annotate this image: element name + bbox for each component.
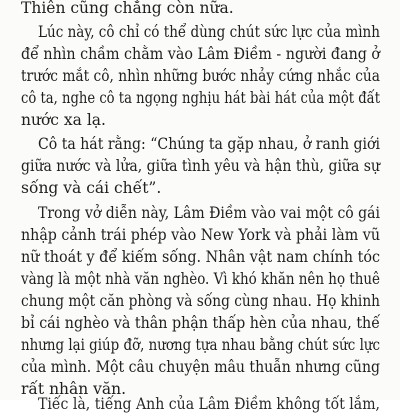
text-line <box>0 355 400 379</box>
text-line <box>0 392 400 416</box>
line-text: nữ thoát y để kiếm sống. Nhân vật nam chính tóc <box>21 248 380 266</box>
line-text: để nhìn chầm chằm vào Lâm Điềm - người đang ở <box>21 45 380 63</box>
text-line <box>0 108 400 132</box>
line-text: rất nhân văn. <box>21 380 127 398</box>
text-line <box>0 289 400 313</box>
text-line <box>0 0 400 20</box>
line-text: nhưng lại giúp đỡ, nương tựa nhau bằng chút sức lực <box>21 336 380 354</box>
text-line <box>0 267 400 291</box>
text-line <box>0 223 400 247</box>
line-text: của mình. Một câu chuyện mâu thuẫn nhưng cũng <box>21 358 380 376</box>
line-text: Trong vở diễn này, Lâm Điềm vào vai một cô gái <box>38 204 380 222</box>
text-line <box>0 311 400 335</box>
text-line <box>0 64 400 88</box>
line-text: nước xa lạ. <box>21 111 106 129</box>
line-text: vàng là một nhà văn nghèo. Vì khó khăn nên họ thuê <box>21 270 380 288</box>
text-line <box>0 154 400 178</box>
line-text: giữa nước và lửa, giữa tình yêu và hận thù, giữa sự <box>21 157 380 175</box>
text-line <box>0 176 400 200</box>
line-text: Tiếc là, tiếng Anh của Lâm Điềm không tốt lắm, <box>38 395 380 413</box>
line-text: trước mắt cô, nhìn những bước nhảy cứng nhắc của <box>21 67 380 85</box>
line-text: chung một căn phòng và sống cùng nhau. Họ khinh <box>21 292 380 310</box>
text-line <box>0 333 400 357</box>
text-line <box>0 245 400 269</box>
line-text: sống và cái chết”. <box>21 179 162 197</box>
text-line <box>0 20 400 44</box>
text-line <box>0 86 400 110</box>
line-text: bỉ cái nghèo và thân phận thấp hèn của nhau, thế <box>21 314 380 332</box>
line-text: cô ta, nghe cô ta ngọng nghịu hát bài hát của một đất <box>21 89 380 107</box>
line-text: Cô ta hát rằng: “Chúng ta gặp nhau, ở ranh giới <box>38 135 380 153</box>
line-text: Lúc này, cô chỉ có thể dùng chút sức lực của mình <box>38 23 380 41</box>
line-text: nhập cảnh trái phép vào New York và phải làm vũ <box>21 226 380 244</box>
line-text: Thiên cũng chẳng còn nữa. <box>21 0 234 17</box>
text-line <box>0 132 400 156</box>
text-line <box>0 201 400 225</box>
text-line <box>0 42 400 66</box>
